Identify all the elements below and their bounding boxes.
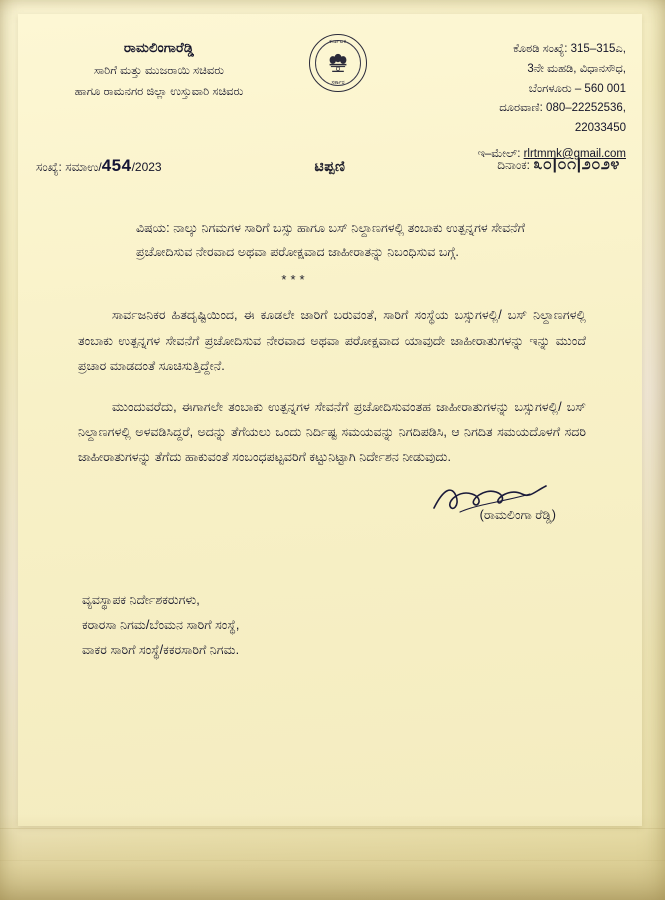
- section-separator: ***: [281, 272, 309, 288]
- address-line-2: 3ನೇ ಮಹಡಿ, ವಿಧಾನಸೌಧ,: [527, 62, 626, 75]
- reference-row: [18, 147, 642, 190]
- paper-crease-mid: [0, 860, 665, 861]
- emblem-top-text: ಕರ್ನಾಟಕ: [329, 39, 347, 45]
- document-title: ಟಿಪ್ಪಣಿ: [314, 158, 346, 174]
- reference-number-value: 454: [101, 156, 132, 175]
- email-address[interactable]: rlrtmmk@gmail.com: [523, 147, 626, 160]
- lion-capital-icon: [325, 52, 351, 74]
- phone-line-2: 22033450: [574, 122, 626, 135]
- paper-crease-top: [0, 828, 665, 829]
- letter-body: [18, 303, 642, 470]
- subject-text: ನಾಲ್ಕು ನಿಗಮಗಳ ಸಾರಿಗೆ ಬಸ್ಸು ಹಾಗೂ ಬಸ್ ನಿಲ್ದಾಣಗಳಲ್ಲಿ ತಂಬಾಕು ಉತ್ಪನ್ನಗಳ ಸೇವನೆಗೆ ಪ್ರಚೋದಿಸುವ ನೇರವಾದ ಅಥವಾ ಪರೋಕ್ಷವಾದ ಜಾಹೀರಾತನ್ನು ನಿಬಂಧಿಸುವ ಬಗ್ಗೆ.: [136, 221, 525, 260]
- minister-role-line2: ಹಾಗೂ ರಾಮನಗರ ಜಿಲ್ಲಾ ಉಸ್ತುವಾರಿ ಸಚಿವರು: [74, 85, 244, 98]
- paper-bottom-shadow: [0, 814, 665, 900]
- emblem-circle: [309, 34, 367, 92]
- body-paragraph-2: ಮುಂದುವರೆದು, ಈಗಾಗಲೇ ತಂಬಾಕು ಉತ್ಪನ್ನಗಳ ಸೇವನೆಗೆ ಪ್ರಚೋದಿಸುವಂತಹ ಜಾಹೀರಾತುಗಳನ್ನು ಬಸ್ಸುಗಳಲ್ಲಿ/ ಬಸ್ ನಿಲ್ದಾಣಗಳಲ್ಲಿ ಅಳವಡಿಸಿದ್ದರೆ, ಅದನ್ನು ತೆಗೆಯಲು ಒಂದು ನಿರ್ದಿಷ್ಟ ಸಮಯವನ್ನು ನಿಗದಿಪಡಿಸಿ, ಆ ನಿಗದಿತ ಸಮಯದೊಳಗೆ ಸದರಿ ಜಾಹೀರಾತುಗಳನ್ನು ತೆಗೆದು ಹಾಕುವಂತೆ ಸಂಬಂಧಪಟ್ಟವರಿಗೆ ಕಟ್ಟುನಿಟ್ಟಾಗಿ ನಿರ್ದೇಶನ ನೀಡುವುದು.: [78, 399, 586, 465]
- recipient-line-1: ವ್ಯವಸ್ಥಾಪಕ ನಿರ್ದೇಶಕರುಗಳು,: [82, 593, 200, 608]
- recipient-line-3: ವಾಕರ ಸಾರಿಗೆ ಸಂಸ್ಥೆ/ಕಕರಸಾರಿಗೆ ನಿಗಮ.: [82, 642, 240, 657]
- subject-label: ವಿಷಯ:: [136, 221, 170, 235]
- document-date: [497, 156, 620, 174]
- address-line-3: ಬೆಂಗಳೂರು – 560 001: [528, 82, 626, 95]
- date-value: ೩೦|೦೧|೨೦೨೪: [533, 156, 620, 173]
- letterhead-address: [396, 40, 626, 165]
- letterhead-left: [34, 38, 284, 101]
- minister-name: ರಾಮಲಿಂಗಾರೆಡ್ಡಿ: [123, 40, 195, 55]
- reference-year: /2023: [131, 160, 162, 174]
- phone-line-1: ದೂರವಾಣಿ: 080–22252536,: [499, 102, 626, 115]
- emblem-bottom-text: ಸರ್ಕಾರ: [331, 80, 345, 86]
- government-emblem: [307, 34, 369, 110]
- letter-content: [18, 14, 642, 826]
- body-paragraph-1: ಸಾರ್ವಜನಿಕರ ಹಿತದೃಷ್ಟಿಯಿಂದ, ಈ ಕೂಡಲೇ ಜಾರಿಗೆ ಬರುವಂತೆ, ಸಾರಿಗೆ ಸಂಸ್ಥೆಯ ಬಸ್ಸುಗಳಲ್ಲಿ/ ಬಸ್ ನಿಲ್ದಾಣಗಳಲ್ಲಿ ತಂಬಾಕು ಉತ್ಪನ್ನಗಳ ಸೇವನೆಗೆ ಪ್ರಚೋದಿಸುವ ನೇರವಾದ ಅಥವಾ ಪರೋಕ್ಷವಾದ ಯಾವುದೇ ಜಾಹೀರಾತುಗಳನ್ನು ಇನ್ನು ಮುಂದೆ ಪ್ರಚಾರ ಮಾಡದಂತೆ ಸೂಚಿಸುತ್ತಿದ್ದೇನೆ.: [78, 308, 586, 373]
- handwritten-signature-icon: [430, 482, 550, 516]
- email-label: ಇ–ಮೇಲ್:: [477, 147, 521, 160]
- minister-role-line1: ಸಾರಿಗೆ ಮತ್ತು ಮುಜರಾಯಿ ಸಚಿವರು: [94, 65, 224, 78]
- letterhead: [18, 14, 642, 160]
- signature-block: [18, 486, 642, 552]
- date-label: ದಿನಾಂಕ:: [497, 158, 531, 172]
- recipient-line-2: ಕರಾರಸಾ ನಿಗಮ/ಬೆಂಮನ ಸಾರಿಗೆ ಸಂಸ್ಥೆ,: [82, 618, 240, 633]
- subject-block: [18, 216, 642, 264]
- signatory-name: (ರಾಮಲಿಂಗಾ ರೆಡ್ಡಿ): [479, 508, 556, 523]
- address-line-1: ಕೊಠಡಿ ಸಂಖ್ಯೆ: 315–315ಎ,: [513, 43, 626, 55]
- recipients-block: [18, 588, 642, 662]
- reference-label: ಸಂಖ್ಯೆ: ಸಮಾಉ/: [36, 160, 102, 174]
